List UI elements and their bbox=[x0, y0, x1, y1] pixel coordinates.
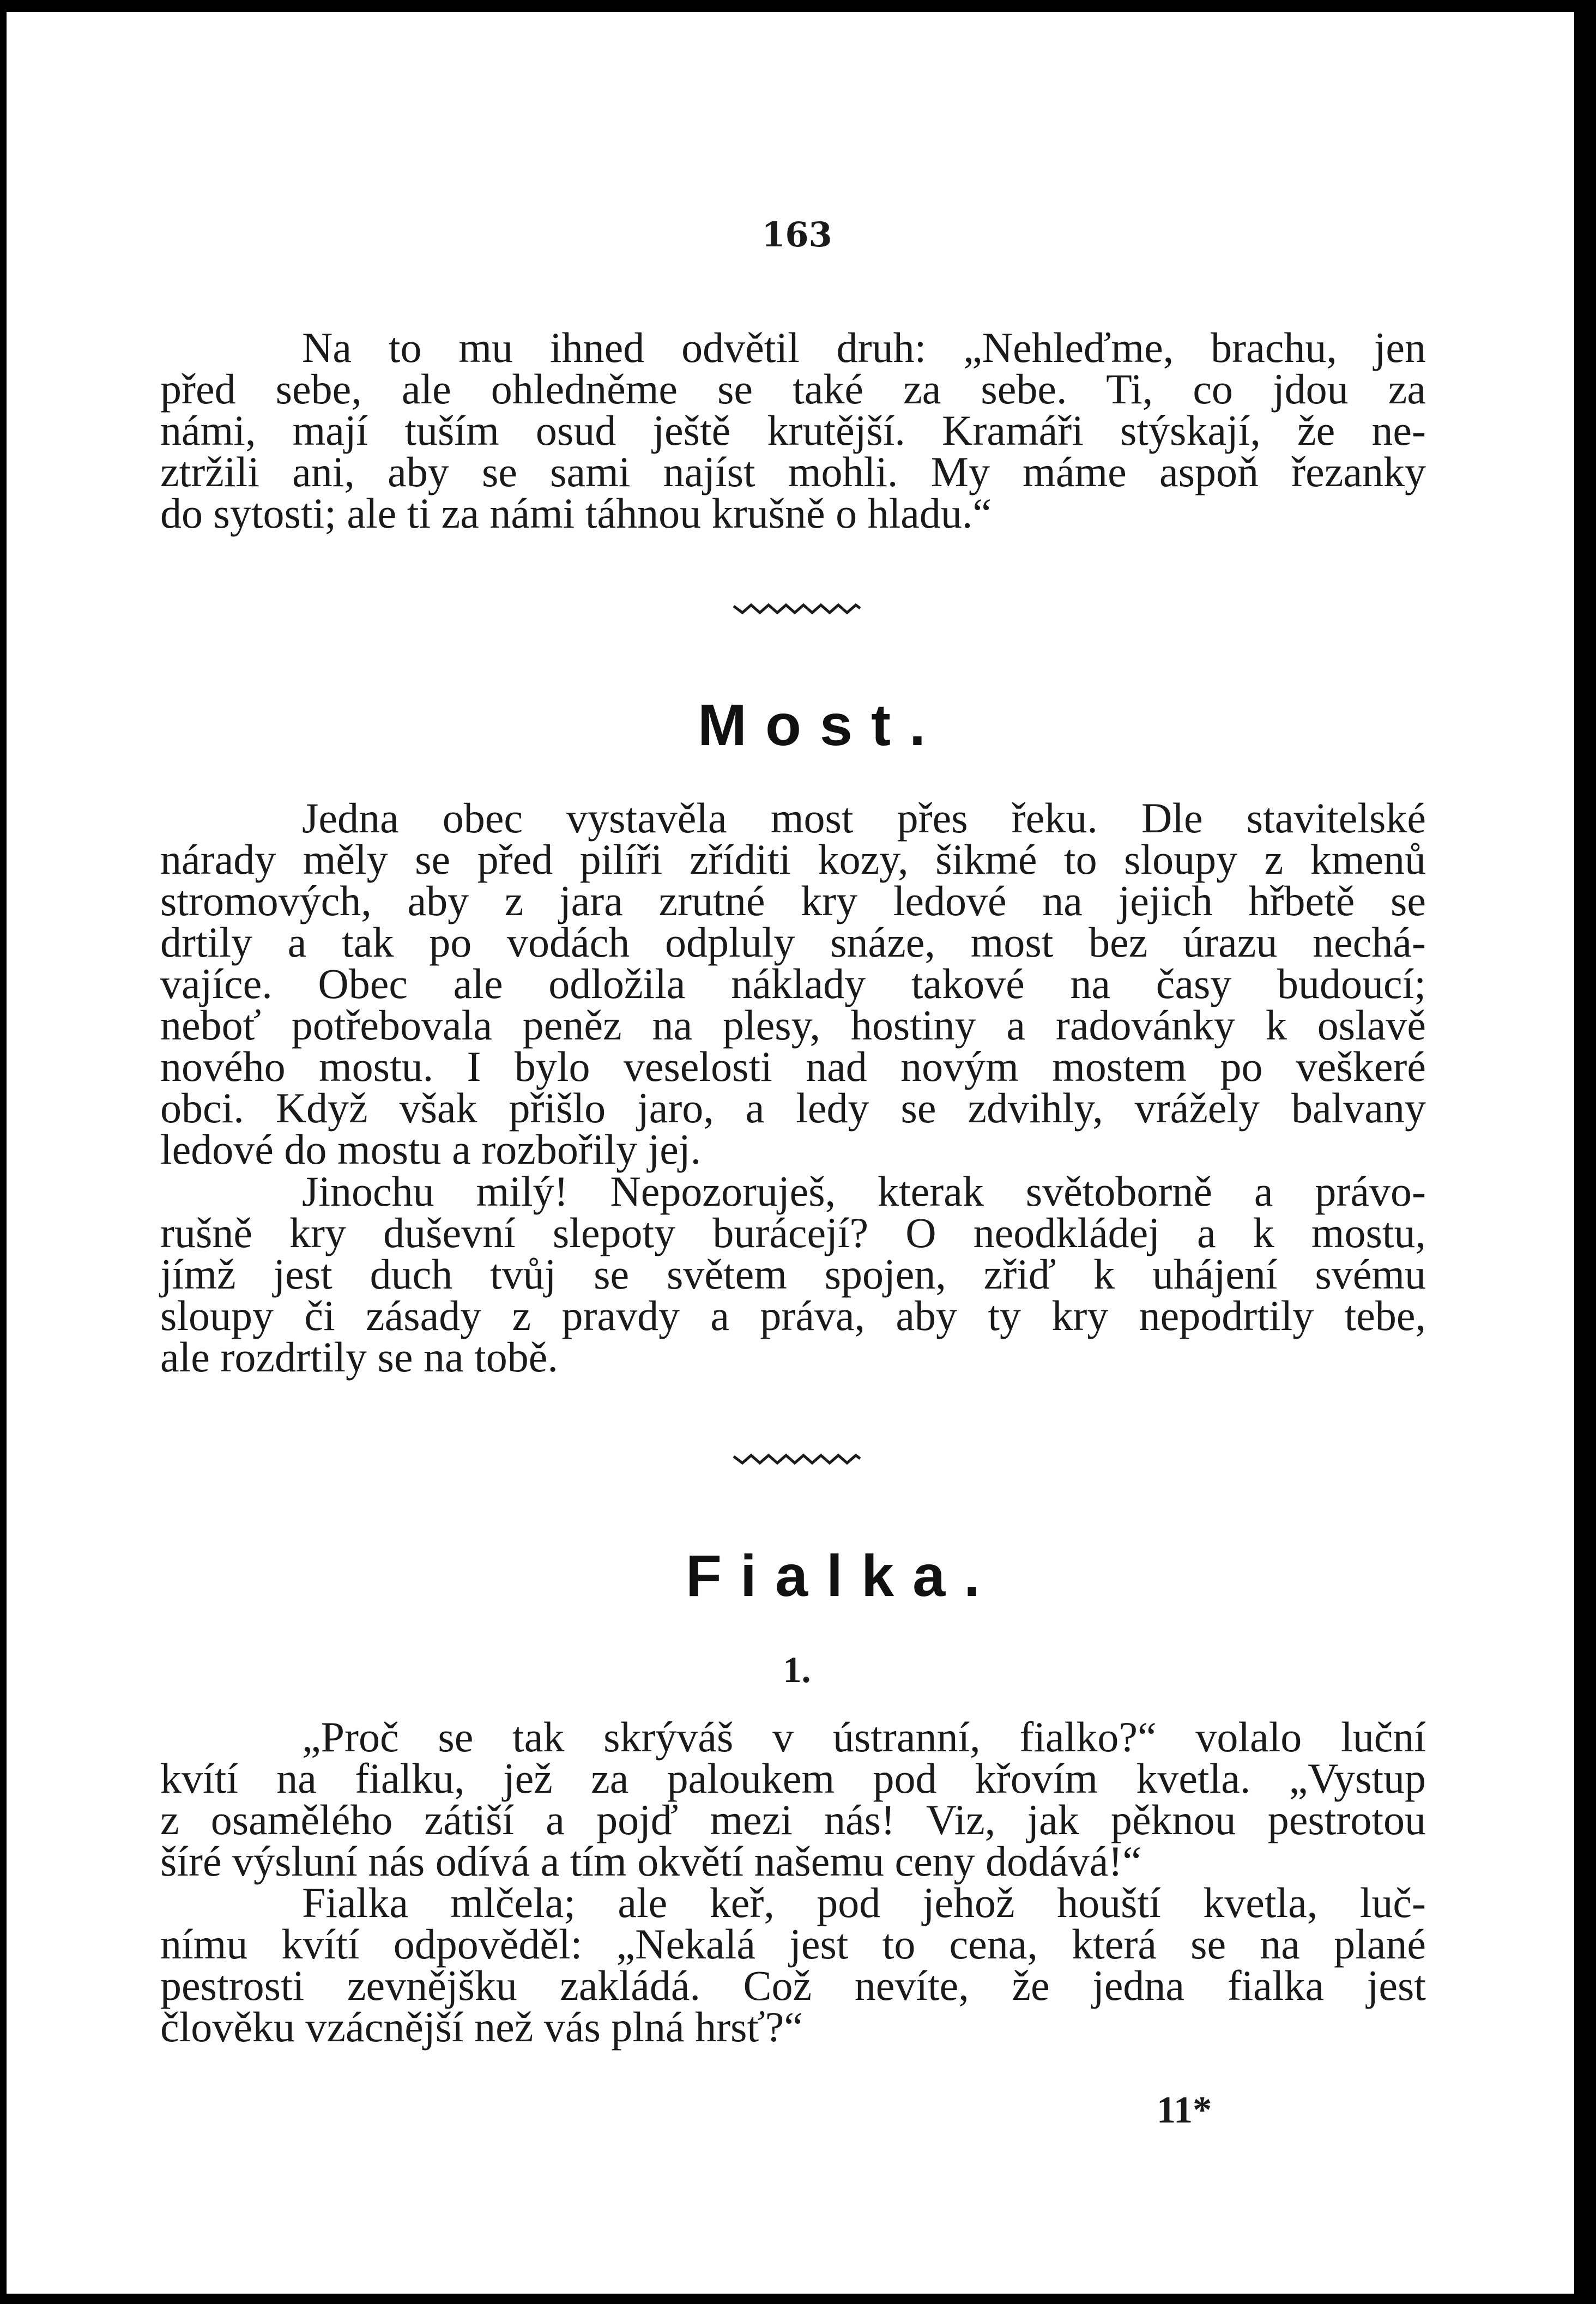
text-line: vajíce. Obec ale odložila náklady takové na časy budoucí; bbox=[160, 960, 1426, 1007]
text-line: nímu kvítí odpověděl: „Nekalá jest to cena, která se na plané bbox=[160, 1920, 1426, 1968]
text-line: ledové do mostu a rozbořily jej. bbox=[160, 1126, 702, 1173]
text-line: drtily a tak po vodách odpluly snáze, most bez úrazu nechá- bbox=[160, 918, 1426, 966]
text-line: obci. Když však přišlo jaro, a ledy se zdvihly, vrážely balvany bbox=[160, 1084, 1426, 1132]
text-line: Na to mu ihned odvětil druh: „Nehleďme, brachu, jen bbox=[302, 324, 1426, 371]
text-line: rušně kry duševní slepoty burácejí? O neodkládej a k mostu, bbox=[160, 1209, 1426, 1256]
fialka-paragraph-1 bbox=[160, 1713, 1426, 1885]
text-line: jímž jest duch tvůj se světem spojen, zřiď k uhájení svému bbox=[160, 1250, 1426, 1298]
text-line: „Proč se tak skrýváš v ústranní, fialko?“ volalo luční bbox=[302, 1713, 1426, 1761]
printer-signature-mark: 11* bbox=[1157, 2089, 1212, 2131]
text-line: sloupy či zásady z pravdy a práva, aby ty kry nepodrtily tebe, bbox=[160, 1292, 1426, 1339]
section-heading-most: Most. bbox=[698, 692, 944, 758]
text-line: šíré výsluní nás odívá a tím okvětí našemu ceny dodává!“ bbox=[160, 1837, 1142, 1885]
text-line: námi, mají tuším osud ještě krutější. Kramáři stýskají, že ne- bbox=[160, 407, 1426, 454]
section-heading-fialka: Fialka. bbox=[686, 1543, 999, 1608]
book-page bbox=[7, 12, 1574, 2294]
text-line: ale rozdrtily se na tobě. bbox=[160, 1333, 558, 1381]
text-line: Fialka mlčela; ale keř, pod jehož houští kvetla, luč- bbox=[302, 1879, 1426, 1926]
wavy-ornament bbox=[732, 601, 862, 617]
text-line: člověku vzácnější než vás plná hrsť?“ bbox=[160, 2003, 803, 2051]
most-paragraph-1 bbox=[160, 794, 1426, 1173]
text-line: stromových, aby z jara zrutné kry ledové na jejich hřbetě se bbox=[160, 877, 1426, 924]
section-number: 1. bbox=[783, 1649, 811, 1690]
text-line: z osamělého zátiší a pojď mezi nás! Viz, jak pěknou pestrotou bbox=[160, 1796, 1426, 1843]
most-paragraph-2 bbox=[160, 1168, 1426, 1381]
text-line: pestrosti zevnějšku zakládá. Což nevíte, že jedna fialka jest bbox=[160, 1962, 1426, 2009]
text-line: neboť potřebovala peněz na plesy, hostiny a radovánky k oslavě bbox=[160, 1001, 1426, 1049]
text-line: před sebe, ale ohledněme se také za sebe. Ti, co jdou za bbox=[160, 365, 1426, 413]
text-line: kvítí na fialku, jež za paloukem pod křovím kvetla. „Vystup bbox=[160, 1755, 1426, 1802]
fialka-paragraph-2 bbox=[160, 1879, 1426, 2051]
intro-paragraph bbox=[160, 324, 1426, 537]
wavy-ornament bbox=[732, 1451, 862, 1467]
text-line: Jedna obec vystavěla most přes řeku. Dle stavitelské bbox=[302, 794, 1426, 842]
text-line: Jinochu milý! Nepozoruješ, kterak světoborně a právo- bbox=[302, 1168, 1426, 1215]
text-line: nárady měly se před pilíři zříditi kozy, šikmé to sloupy z kmenů bbox=[160, 836, 1426, 883]
text-line: ztržili ani, aby se sami najíst mohli. My máme aspoň řezanky bbox=[160, 448, 1426, 495]
text-line: do sytosti; ale ti za námi táhnou krušně o hladu.“ bbox=[160, 489, 992, 537]
page-number: 163 bbox=[761, 215, 832, 255]
text-line: nového mostu. I bylo veselosti nad novým mostem po veškeré bbox=[160, 1043, 1426, 1090]
